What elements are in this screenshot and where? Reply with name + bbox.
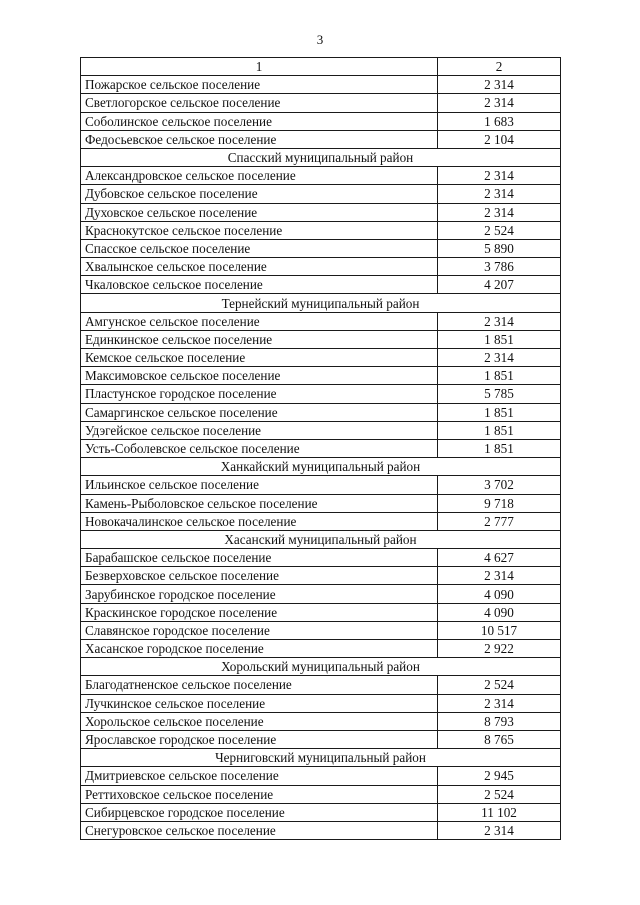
allocation-value: 2 314 bbox=[438, 76, 561, 94]
table-row bbox=[81, 439, 561, 457]
table-row bbox=[81, 694, 561, 712]
settlement-name: Удэгейское сельское поселение bbox=[81, 421, 438, 439]
table-header-row bbox=[81, 58, 561, 76]
allocation-value: 2 524 bbox=[438, 221, 561, 239]
settlement-name: Соболинское сельское поселение bbox=[81, 112, 438, 130]
settlement-name: Сибирцевское городское поселение bbox=[81, 803, 438, 821]
table-row bbox=[81, 767, 561, 785]
table-row bbox=[81, 312, 561, 330]
settlement-name: Хасанское городское поселение bbox=[81, 640, 438, 658]
allocation-value: 2 524 bbox=[438, 676, 561, 694]
table-row bbox=[81, 94, 561, 112]
table-row bbox=[81, 712, 561, 730]
allocation-value: 1 851 bbox=[438, 421, 561, 439]
page-number: 3 bbox=[316, 32, 324, 47]
settlement-name: Ильинское сельское поселение bbox=[81, 476, 438, 494]
settlement-name: Ярославское городское поселение bbox=[81, 730, 438, 748]
table-row bbox=[81, 203, 561, 221]
settlement-name: Самаргинское сельское поселение bbox=[81, 403, 438, 421]
table-row bbox=[81, 640, 561, 658]
district-name: Спасский муниципальный район bbox=[81, 148, 561, 166]
allocation-value: 11 102 bbox=[438, 803, 561, 821]
settlement-name: Усть-Соболевское сельское поселение bbox=[81, 439, 438, 457]
allocation-value: 2 314 bbox=[438, 167, 561, 185]
settlement-name: Хорольское сельское поселение bbox=[81, 712, 438, 730]
settlement-name: Безверховское сельское поселение bbox=[81, 567, 438, 585]
district-header-row bbox=[81, 294, 561, 312]
settlement-name: Славянское городское поселение bbox=[81, 621, 438, 639]
settlement-name: Зарубинское городское поселение bbox=[81, 585, 438, 603]
table-row bbox=[81, 821, 561, 839]
table-row bbox=[81, 239, 561, 257]
district-name: Ханкайский муниципальный район bbox=[81, 458, 561, 476]
allocation-value: 2 314 bbox=[438, 94, 561, 112]
settlement-name: Чкаловское сельское поселение bbox=[81, 276, 438, 294]
district-name: Черниговский муниципальный район bbox=[81, 749, 561, 767]
allocation-value: 4 627 bbox=[438, 549, 561, 567]
allocation-value: 2 314 bbox=[438, 203, 561, 221]
table-row bbox=[81, 167, 561, 185]
district-header-row bbox=[81, 749, 561, 767]
table-row bbox=[81, 185, 561, 203]
settlement-name: Федосьевское сельское поселение bbox=[81, 130, 438, 148]
settlement-name: Снегуровское сельское поселение bbox=[81, 821, 438, 839]
allocation-value: 2 314 bbox=[438, 349, 561, 367]
settlement-name: Светлогорское сельское поселение bbox=[81, 94, 438, 112]
allocation-value: 2 524 bbox=[438, 785, 561, 803]
allocation-value: 1 851 bbox=[438, 439, 561, 457]
table-row bbox=[81, 803, 561, 821]
allocation-value: 2 945 bbox=[438, 767, 561, 785]
district-header-row bbox=[81, 148, 561, 166]
settlement-name: Краскинское городское поселение bbox=[81, 603, 438, 621]
table-row bbox=[81, 603, 561, 621]
district-header-row bbox=[81, 658, 561, 676]
table-row bbox=[81, 403, 561, 421]
table-row bbox=[81, 421, 561, 439]
column-header-1: 1 bbox=[81, 58, 438, 76]
table-row bbox=[81, 367, 561, 385]
settlement-name: Лучкинское сельское поселение bbox=[81, 694, 438, 712]
district-name: Хорольский муниципальный район bbox=[81, 658, 561, 676]
settlement-name: Дубовское сельское поселение bbox=[81, 185, 438, 203]
settlement-name: Дмитриевское сельское поселение bbox=[81, 767, 438, 785]
table-row bbox=[81, 549, 561, 567]
district-name: Хасанский муниципальный район bbox=[81, 530, 561, 548]
allocation-value: 3 702 bbox=[438, 476, 561, 494]
district-header-row bbox=[81, 530, 561, 548]
table-row bbox=[81, 494, 561, 512]
settlement-name: Хвалынское сельское поселение bbox=[81, 258, 438, 276]
allocation-value: 1 851 bbox=[438, 403, 561, 421]
settlement-name: Александровское сельское поселение bbox=[81, 167, 438, 185]
district-name: Тернейский муниципальный район bbox=[81, 294, 561, 312]
allocation-value: 4 207 bbox=[438, 276, 561, 294]
settlement-name: Духовское сельское поселение bbox=[81, 203, 438, 221]
table-body bbox=[81, 76, 561, 840]
settlement-name: Новокачалинское сельское поселение bbox=[81, 512, 438, 530]
settlement-name: Пожарское сельское поселение bbox=[81, 76, 438, 94]
allocation-value: 4 090 bbox=[438, 585, 561, 603]
allocation-value: 2 314 bbox=[438, 312, 561, 330]
allocation-value: 10 517 bbox=[438, 621, 561, 639]
settlement-name: Барабашское сельское поселение bbox=[81, 549, 438, 567]
settlement-name: Реттиховское сельское поселение bbox=[81, 785, 438, 803]
table-row bbox=[81, 676, 561, 694]
settlement-name: Пластунское городское поселение bbox=[81, 385, 438, 403]
table-row bbox=[81, 221, 561, 239]
table-row bbox=[81, 476, 561, 494]
allocation-value: 2 777 bbox=[438, 512, 561, 530]
allocation-value: 1 683 bbox=[438, 112, 561, 130]
settlement-name: Благодатненское сельское поселение bbox=[81, 676, 438, 694]
allocation-value: 2 314 bbox=[438, 694, 561, 712]
allocation-value: 9 718 bbox=[438, 494, 561, 512]
table-row bbox=[81, 258, 561, 276]
table-row bbox=[81, 512, 561, 530]
settlement-name: Камень-Рыболовское сельское поселение bbox=[81, 494, 438, 512]
settlement-name: Кемское сельское поселение bbox=[81, 349, 438, 367]
table-row bbox=[81, 730, 561, 748]
allocation-value: 2 314 bbox=[438, 821, 561, 839]
allocation-value: 5 785 bbox=[438, 385, 561, 403]
settlement-name: Амгунское сельское поселение bbox=[81, 312, 438, 330]
table-row bbox=[81, 130, 561, 148]
allocation-value: 2 314 bbox=[438, 567, 561, 585]
allocation-value: 2 314 bbox=[438, 185, 561, 203]
table-row bbox=[81, 385, 561, 403]
table-row bbox=[81, 112, 561, 130]
table-row bbox=[81, 585, 561, 603]
allocation-table bbox=[80, 57, 561, 840]
column-header-2: 2 bbox=[438, 58, 561, 76]
allocation-value: 8 765 bbox=[438, 730, 561, 748]
settlement-name: Краснокутское сельское поселение bbox=[81, 221, 438, 239]
table-row bbox=[81, 621, 561, 639]
allocation-value: 3 786 bbox=[438, 258, 561, 276]
allocation-value: 1 851 bbox=[438, 330, 561, 348]
allocation-value: 2 104 bbox=[438, 130, 561, 148]
table-row bbox=[81, 785, 561, 803]
allocation-value: 4 090 bbox=[438, 603, 561, 621]
allocation-value: 2 922 bbox=[438, 640, 561, 658]
table-row bbox=[81, 276, 561, 294]
settlement-name: Максимовское сельское поселение bbox=[81, 367, 438, 385]
allocation-value: 8 793 bbox=[438, 712, 561, 730]
table-row bbox=[81, 567, 561, 585]
table-row bbox=[81, 349, 561, 367]
table-row bbox=[81, 330, 561, 348]
allocation-value: 5 890 bbox=[438, 239, 561, 257]
settlement-name: Спасское сельское поселение bbox=[81, 239, 438, 257]
allocation-value: 1 851 bbox=[438, 367, 561, 385]
district-header-row bbox=[81, 458, 561, 476]
table-row bbox=[81, 76, 561, 94]
settlement-name: Единкинское сельское поселение bbox=[81, 330, 438, 348]
